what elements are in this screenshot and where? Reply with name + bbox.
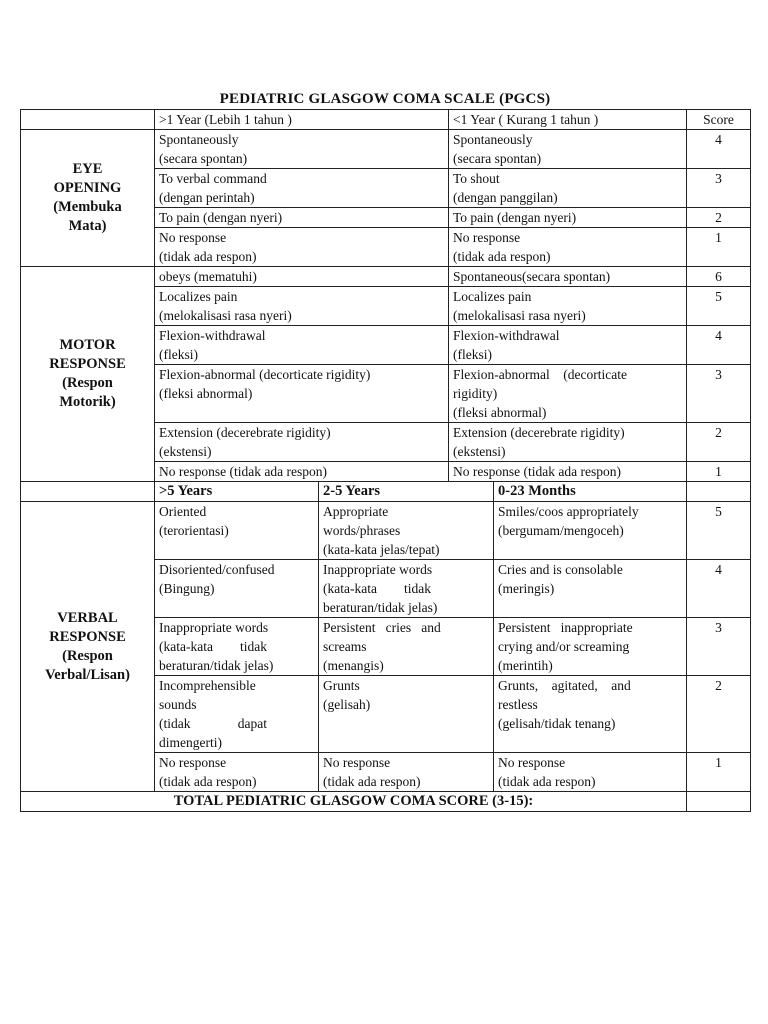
verbal-header-blank-cell	[21, 482, 155, 502]
cell-line: (tidak ada respon)	[323, 774, 421, 789]
verbal-header-row	[21, 482, 751, 502]
verbal-infant-cell	[494, 618, 687, 676]
verbal-2to5-cell	[319, 502, 494, 560]
cell-line: (secara spontan)	[453, 151, 542, 166]
cell-line: Extension (decerebrate rigidity)	[453, 425, 625, 440]
category-label-line: RESPONSE	[49, 356, 126, 372]
header-blank-cell	[21, 110, 155, 130]
motor-score-cell: 3	[687, 365, 751, 423]
cell-line: screams	[323, 639, 367, 654]
eye-score-cell: 3	[687, 169, 751, 208]
category-label-line: VERBAL	[57, 609, 118, 626]
motor-score-cell: 6	[687, 267, 751, 287]
motor-younger-cell	[449, 267, 687, 287]
cell-line: Flexion-withdrawal	[159, 328, 266, 343]
eye-opening-category	[21, 130, 155, 267]
verbal-over5-cell	[155, 502, 319, 560]
cell-line: (fleksi)	[159, 347, 198, 362]
cell-line: (kata-kata jelas/tepat)	[323, 542, 440, 557]
verbal-over5-cell	[155, 676, 319, 753]
verbal-score-cell: 2	[687, 676, 751, 753]
verbal-2to5-cell	[319, 618, 494, 676]
motor-younger-cell	[449, 365, 687, 423]
cell-line: No response	[453, 230, 521, 245]
cell-line: restless	[498, 697, 538, 712]
category-label-line: Verbal/Lisan)	[45, 666, 130, 683]
cell-line: (dengan panggilan)	[453, 190, 558, 205]
motor-older-cell	[155, 365, 449, 423]
cell-line: Spontaneously	[159, 132, 239, 147]
motor-older-cell	[155, 423, 449, 462]
verbal-infant-cell	[494, 502, 687, 560]
cell-line: (ekstensi)	[453, 444, 506, 459]
cell-line: (fleksi abnormal)	[453, 405, 547, 420]
verbal-2to5-cell	[319, 753, 494, 792]
motor-score-cell: 4	[687, 326, 751, 365]
cell-line: Flexion-withdrawal	[453, 328, 560, 343]
cell-line: (menangis)	[323, 658, 384, 673]
cell-line: (merintih)	[498, 658, 553, 673]
cell-line: crying and/or screaming	[498, 639, 630, 654]
motor-score-cell: 2	[687, 423, 751, 462]
verbal-score-cell: 4	[687, 560, 751, 618]
eye-score-cell: 1	[687, 228, 751, 267]
cell-line: Spontaneously	[453, 132, 533, 147]
cell-line: (tidak ada respon)	[159, 774, 257, 789]
verbal-response-category	[21, 502, 155, 792]
cell-line: Localizes pain	[453, 289, 532, 304]
verbal-over5-cell	[155, 560, 319, 618]
category-label-line: Motorik)	[59, 394, 116, 410]
cell-line: obeys (mematuhi)	[159, 269, 257, 284]
cell-line: (kata-kata tidak	[159, 639, 267, 654]
verbal-header-score-blank	[687, 482, 751, 502]
cell-line: Smiles/coos appropriately	[498, 504, 639, 519]
motor-older-cell	[155, 287, 449, 326]
eye-younger-cell	[449, 130, 687, 169]
header-score: Score	[687, 110, 751, 130]
motor-younger-cell	[449, 423, 687, 462]
total-score-value	[687, 792, 751, 812]
cell-line: (melokalisasi rasa nyeri)	[453, 308, 586, 323]
motor-younger-cell	[449, 326, 687, 365]
cell-line: (tidak ada respon)	[159, 249, 257, 264]
verbal-score-cell: 3	[687, 618, 751, 676]
cell-line: No response (tidak ada respon)	[453, 464, 621, 479]
motor-score-cell: 1	[687, 462, 751, 482]
cell-line: Spontaneous(secara spontan)	[453, 269, 611, 284]
cell-line: Inappropriate words	[323, 562, 433, 577]
cell-line: No response (tidak ada respon)	[159, 464, 327, 479]
eye-older-cell	[155, 169, 449, 208]
pgcs-table	[20, 109, 751, 812]
cell-line: Extension (decerebrate rigidity)	[159, 425, 331, 440]
verbal-infant-cell	[494, 753, 687, 792]
cell-line: (tidak ada respon)	[498, 774, 596, 789]
cell-line: (terorientasi)	[159, 523, 229, 538]
verbal-infant-cell	[494, 560, 687, 618]
cell-line: Appropriate	[323, 504, 389, 519]
cell-line: Disoriented/confused	[159, 562, 275, 577]
category-label-line: (Respon	[62, 647, 113, 664]
motor-older-cell	[155, 267, 449, 287]
cell-line: words/phrases	[323, 523, 401, 538]
cell-line: beraturan/tidak jelas)	[323, 600, 438, 615]
cell-line: Incomprehensible	[159, 678, 256, 693]
cell-line: To pain (dengan nyeri)	[159, 210, 283, 225]
cell-line: (kata-kata tidak	[323, 581, 431, 596]
cell-line: (dengan perintah)	[159, 190, 255, 205]
cell-line: sounds	[159, 697, 197, 712]
total-score-label: TOTAL PEDIATRIC GLASGOW COMA SCORE (3-15):	[21, 792, 687, 812]
motor-response-category	[21, 267, 155, 482]
header-older-than-1-year: >1 Year (Lebih 1 tahun )	[155, 110, 449, 130]
cell-line: No response	[159, 755, 227, 770]
eye-older-cell	[155, 130, 449, 169]
category-label-line: (Respon	[62, 375, 113, 391]
category-label-line: RESPONSE	[49, 628, 126, 645]
cell-line: Oriented	[159, 504, 207, 519]
table-header-row	[21, 110, 751, 130]
cell-line: Grunts	[323, 678, 360, 693]
category-label-line: OPENING	[53, 180, 122, 196]
verbal-score-cell: 1	[687, 753, 751, 792]
cell-line: (tidak ada respon)	[453, 249, 551, 264]
category-label-line: EYE	[72, 161, 103, 177]
cell-line: (gelisah/tidak tenang)	[498, 716, 616, 731]
verbal-over5-cell	[155, 753, 319, 792]
cell-line: (Bingung)	[159, 581, 215, 596]
cell-line: (bergumam/mengoceh)	[498, 523, 624, 538]
total-row	[21, 792, 751, 812]
verbal-over5-cell	[155, 618, 319, 676]
category-label-line: (Membuka	[53, 199, 122, 215]
cell-line: (tidak dapat	[159, 716, 267, 731]
cell-line: Localizes pain	[159, 289, 238, 304]
verbal-2to5-cell	[319, 676, 494, 753]
eye-older-cell	[155, 228, 449, 267]
document-title: PEDIATRIC GLASGOW COMA SCALE (PGCS)	[219, 91, 551, 107]
cell-line: dimengerti)	[159, 735, 222, 750]
cell-line: Persistent inappropriate	[498, 620, 633, 635]
cell-line: beraturan/tidak jelas)	[159, 658, 274, 673]
verbal-row-5	[21, 502, 751, 560]
cell-line: No response	[159, 230, 227, 245]
motor-younger-cell	[449, 462, 687, 482]
cell-line: (gelisah)	[323, 697, 371, 712]
eye-score-cell: 2	[687, 208, 751, 228]
verbal-score-cell: 5	[687, 502, 751, 560]
eye-row-4	[21, 130, 751, 169]
cell-line: (secara spontan)	[159, 151, 248, 166]
cell-line: To verbal command	[159, 171, 267, 186]
verbal-2to5-cell	[319, 560, 494, 618]
eye-older-cell	[155, 208, 449, 228]
motor-row-6	[21, 267, 751, 287]
cell-line: Inappropriate words	[159, 620, 269, 635]
cell-line: Persistent cries and	[323, 620, 441, 635]
header-younger-than-1-year: <1 Year ( Kurang 1 tahun )	[449, 110, 687, 130]
cell-line: Grunts, agitated, and	[498, 678, 631, 693]
motor-older-cell	[155, 326, 449, 365]
cell-line: (fleksi)	[453, 347, 492, 362]
motor-score-cell: 5	[687, 287, 751, 326]
category-label-line: Mata)	[68, 218, 107, 234]
cell-line: rigidity)	[453, 386, 498, 401]
motor-younger-cell	[449, 287, 687, 326]
eye-younger-cell	[449, 208, 687, 228]
eye-younger-cell	[449, 228, 687, 267]
cell-line: No response	[323, 755, 391, 770]
eye-younger-cell	[449, 169, 687, 208]
header-over-5-years: >5 Years	[155, 482, 319, 502]
verbal-infant-cell	[494, 676, 687, 753]
cell-line: (melokalisasi rasa nyeri)	[159, 308, 292, 323]
category-label-line: MOTOR	[59, 337, 116, 353]
cell-line: To shout	[453, 171, 500, 186]
cell-line: No response	[498, 755, 566, 770]
cell-line: Cries and is consolable	[498, 562, 623, 577]
header-0-23-months: 0-23 Months	[494, 482, 687, 502]
eye-score-cell: 4	[687, 130, 751, 169]
cell-line: (ekstensi)	[159, 444, 212, 459]
cell-line: To pain (dengan nyeri)	[453, 210, 577, 225]
header-2-5-years: 2-5 Years	[319, 482, 494, 502]
cell-line: Flexion-abnormal (decorticate	[453, 367, 627, 382]
cell-line: (meringis)	[498, 581, 555, 596]
cell-line: Flexion-abnormal (decorticate rigidity)	[159, 367, 371, 382]
cell-line: (fleksi abnormal)	[159, 386, 253, 401]
motor-older-cell	[155, 462, 449, 482]
